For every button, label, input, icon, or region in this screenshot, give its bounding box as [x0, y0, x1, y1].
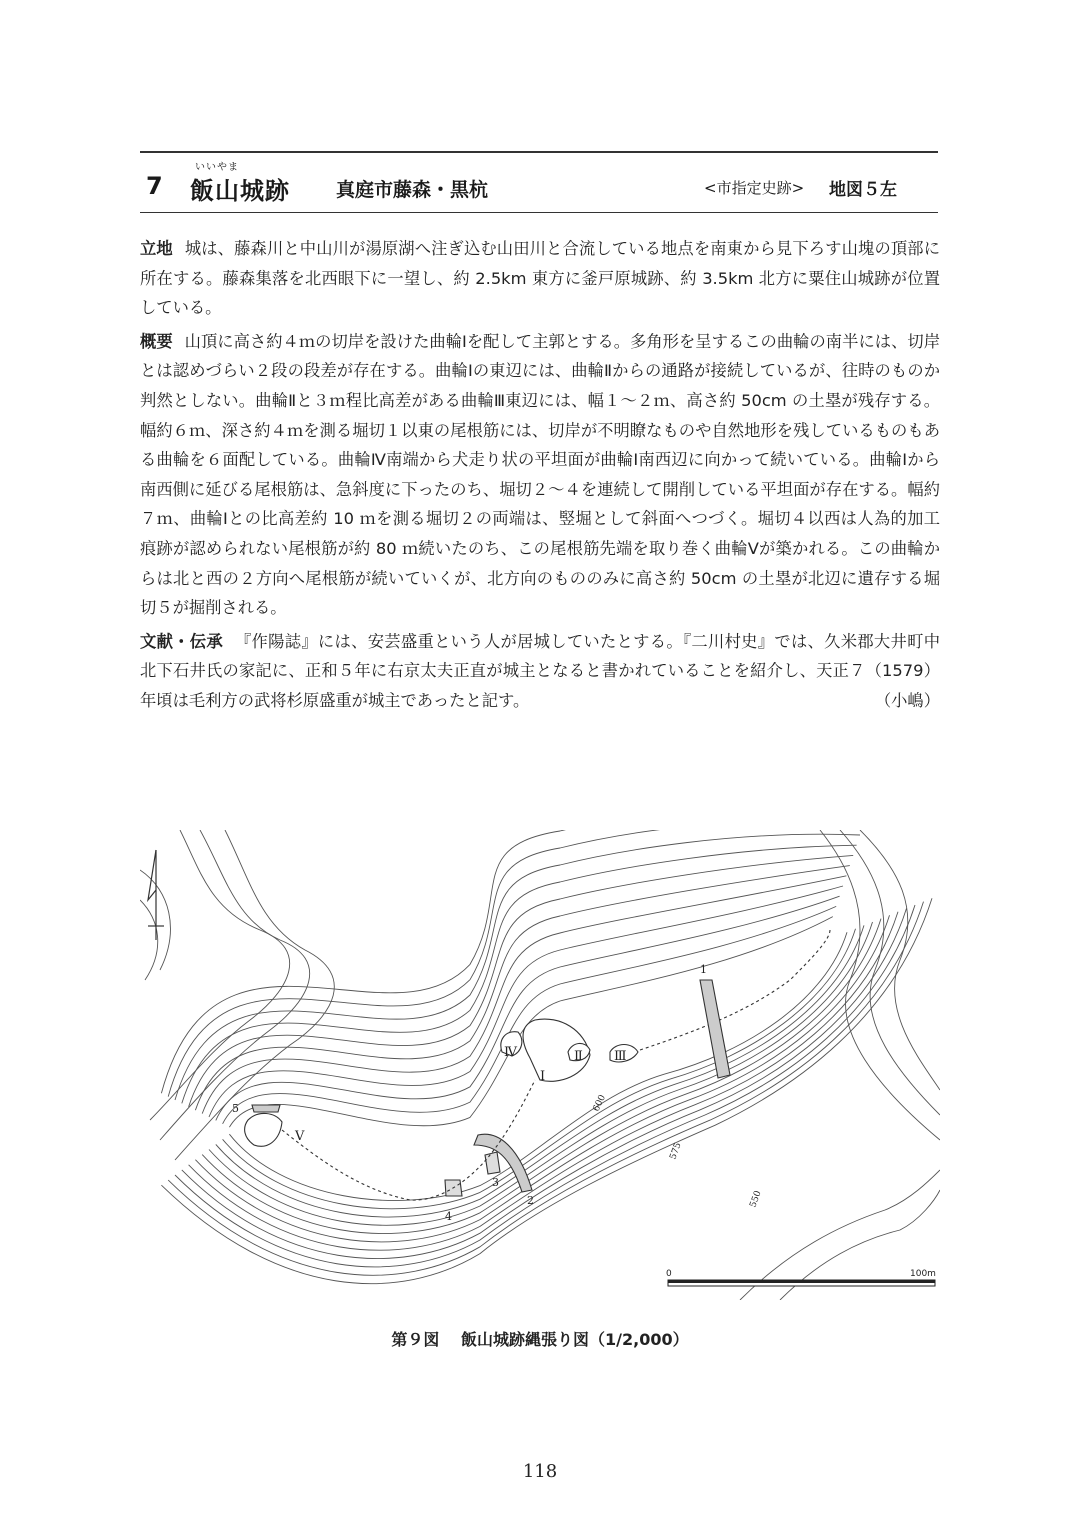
literature-text: 『作陽誌』には、安芸盛重という人が居城していたとする。『二川村史』では、久米郡大井町中北下石井氏の家記に、正和５年に右京太夫正直が城主となると書かれていることを紹介し、天正７（1579）年頃は毛利方の武将杉原盛重が城主であったと記す。: [140, 631, 940, 710]
north-arrow-icon: [148, 850, 164, 940]
overview-paragraph: [140, 327, 940, 623]
setting-text: 城は、藤森川と中山川が湯原湖へ注ぎ込む山田川と合流している地点を南東から見下ろす山塊の頂部に所在する。藤森集落を北西眼下に一望し、約 2.5km 東方に釜戸原城跡、約 3.5km 北方に粟住山城跡が位置している。: [140, 239, 940, 318]
map-reference: 地図５左: [829, 180, 897, 200]
scale-start: 0: [666, 1269, 672, 1279]
label-ditch-3: 3: [492, 1176, 499, 1189]
ditch-2: [474, 1134, 532, 1192]
page-number: 118: [522, 1461, 558, 1482]
setting-label: 立地: [140, 239, 173, 258]
ditch-1: [700, 980, 730, 1078]
label-ditch-5: 5: [232, 1102, 239, 1115]
label-kuruwa-2: Ⅱ: [574, 1049, 583, 1064]
castle-features: [245, 930, 830, 1200]
section-number: 7: [146, 172, 163, 200]
designation-label: <市指定史跡>: [704, 179, 805, 197]
literature-paragraph: [140, 627, 940, 716]
header-bottom-rule: [140, 212, 938, 213]
figure-title: 飯山城跡縄張り図（1/2,000）: [461, 1330, 689, 1349]
label-kuruwa-4: Ⅳ: [504, 1045, 517, 1060]
author-signature: （小嶋）: [874, 690, 940, 710]
overview-label: 概要: [140, 331, 173, 351]
label-kuruwa-3: Ⅲ: [614, 1049, 627, 1064]
figure-number: 第９図: [391, 1330, 440, 1349]
contour-lines-east: [740, 830, 940, 1300]
label-ditch-4: 4: [445, 1210, 452, 1223]
ditch-5: [252, 1105, 280, 1112]
site-name: 飯山城跡: [190, 177, 290, 205]
scale-bar: [666, 1269, 936, 1286]
label-kuruwa-5: Ⅴ: [295, 1129, 305, 1144]
label-ditch-1: 1: [700, 963, 707, 976]
overview-text: 山頂に高さ約４ｍの切岸を設けた曲輪Ⅰを配して主郭とする。多角形を呈するこの曲輪の南半には、切岸とは認めづらい２段の段差が存在する。曲輪Ⅰの東辺には、曲輪Ⅱからの通路が接続しているが、往時のものか判然としない。曲輪Ⅱと３ｍ程比高差がある曲輪Ⅲ東辺には、幅１～２ｍ、高さ約 50cm の土塁が残存する。幅約６ｍ、深さ約４ｍを測る堀切１以東の尾根筋には、切岸が不明瞭なものや自然地形を残しているものもある曲輪を６面配している。曲輪Ⅳ南端から犬走り状の平坦面が曲輪Ⅰ南西辺に向かって続いている。曲輪Ⅰから南西側に延びる尾根筋は、急斜度に下ったのち、堀切２～４を連続して開削している平坦面が存在する。幅約７ｍ、曲輪Ⅰとの比高差約 10 ｍを測る堀切２の両端は、竪堀として斜面へつづく。堀切４以西は人為的加工痕跡が認められない尾根筋が約 80 ｍ続いたのち、この尾根筋先端を取り巻く曲輪Ⅴが築かれる。この曲輪からは北と西の２方向へ尾根筋が続いていくが、北方向のもののみに高さ約 50cm の土塁が北辺に遺存する堀切５が掘削される。: [140, 331, 940, 618]
label-kuruwa-1: Ⅰ: [540, 1069, 546, 1084]
site-location: 真庭市藤森・黒杭: [336, 179, 489, 201]
ditch-3: [485, 1152, 500, 1174]
label-contour-600: 600: [591, 1093, 608, 1114]
scale-end: 100m: [910, 1269, 936, 1279]
label-contour-575: 575: [668, 1141, 684, 1162]
label-ditch-2: 2: [527, 1194, 534, 1207]
header-top-rule: [140, 151, 938, 153]
figure-caption: [0, 1327, 1080, 1350]
castle-layout-map: [140, 830, 940, 1315]
literature-label: 文献・伝承: [140, 631, 223, 651]
site-name-ruby: いいやま: [195, 162, 239, 173]
setting-paragraph: [140, 234, 940, 323]
label-contour-550: 550: [748, 1189, 764, 1210]
ridge-east: [640, 930, 830, 1050]
kuruwa-5-outline: [245, 1113, 282, 1146]
body-text: [140, 234, 940, 720]
